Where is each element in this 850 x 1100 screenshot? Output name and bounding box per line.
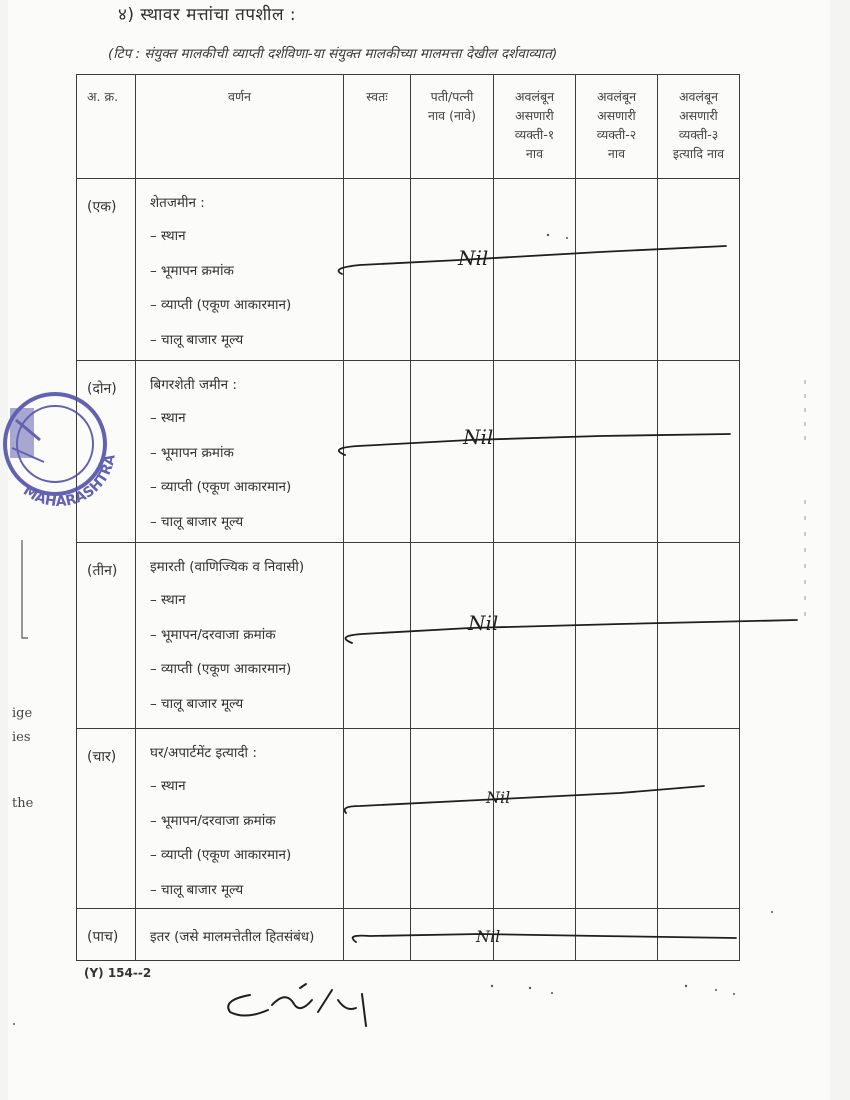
row-serial: (पाच): [77, 909, 136, 961]
handwritten-nil: Nil: [486, 788, 511, 807]
row-description: इमारती (वाणिज्यिक व निवासी) – स्थान – भूमापन/दरवाजा क्रमांक – व्याप्ती (एकूण आकारमान) – चालू बाजार मूल्य: [136, 543, 344, 729]
svg-text:MAHARASHTRA: MAHARASHTRA: [20, 453, 119, 511]
official-stamp: [5, 394, 119, 510]
handwritten-nil: Nil: [458, 246, 489, 270]
handwritten-nil: Nil: [476, 927, 501, 946]
row-serial: (दोन): [77, 361, 136, 543]
scan-specks: [13, 234, 773, 1025]
handwritten-nil: Nil: [468, 611, 499, 635]
margin-fragment: ies: [12, 730, 31, 745]
row-serial: (एक): [77, 179, 136, 361]
handwritten-nil: Nil: [463, 425, 494, 449]
margin-fragment: the: [12, 796, 34, 811]
strike-line: [339, 246, 726, 274]
form-code: (Y) 154--2: [84, 966, 152, 980]
strike-line: [345, 786, 704, 813]
header-self: स्वतः: [344, 75, 411, 179]
header-dependent-3: अवलंबून असणारी व्यक्ती-३ इत्यादि नाव: [658, 75, 740, 179]
row-serial: (तीन): [77, 543, 136, 729]
strike-line: [339, 434, 730, 455]
header-sr: अ. क्र.: [77, 75, 136, 179]
header-dependent-2: अवलंबून असणारी व्यक्ती-२ नाव: [576, 75, 658, 179]
margin-bracket: [22, 540, 28, 638]
strike-line: [353, 934, 736, 942]
section-note: (टिप : संयुक्त मालकीची व्याप्ती दर्शविणा-या संयुक्त मालकीच्या मालमत्ता देखील दर्शवाव्यात): [108, 46, 558, 62]
header-description: वर्णन: [136, 75, 344, 179]
header-dependent-1: अवलंबून असणारी व्यक्ती-१ नाव: [494, 75, 576, 179]
row-serial: (चार): [77, 729, 136, 909]
strike-line: [345, 620, 797, 643]
row-description: बिगरशेती जमीन : – स्थान – भूमापन क्रमांक – व्याप्ती (एकूण आकारमान) – चालू बाजार मूल्य: [136, 361, 344, 543]
header-spouse: पती/पत्नी नाव (नावे): [411, 75, 494, 179]
margin-fragment: ige: [12, 706, 33, 721]
row-description: शेतजमीन : – स्थान – भूमापन क्रमांक – व्याप्ती (एकूण आकारमान) – चालू बाजार मूल्य: [136, 179, 344, 361]
row-description: घर/अपार्टमेंट इत्यादी : – स्थान – भूमापन/दरवाजा क्रमांक – व्याप्ती (एकूण आकारमान) – चालू बाजार मूल्य: [136, 729, 344, 909]
section-heading: ४) स्थावर मत्तांचा तपशील :: [118, 5, 297, 25]
row-description: इतर (जसे मालमत्तेतील हितसंबंध): [136, 909, 344, 961]
handwritten-signature: [228, 984, 366, 1026]
